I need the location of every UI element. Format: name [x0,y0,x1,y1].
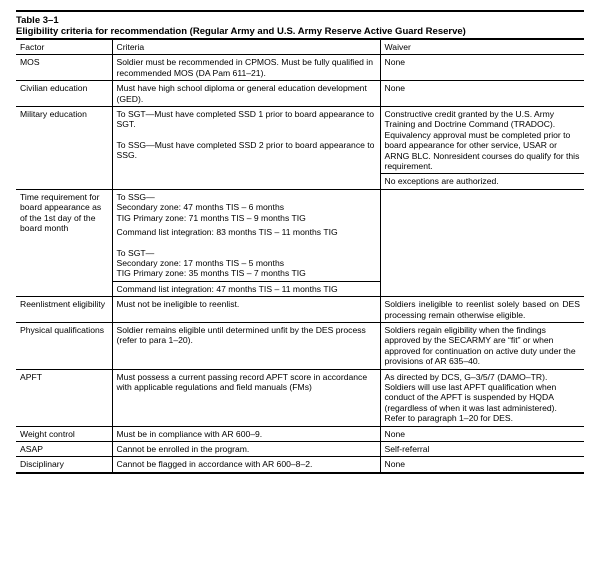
waiver-cell: Self-referral [380,442,584,457]
ssg-primary-zone: TIG Primary zone: 71 months TIS – 9 months TIG [116,212,306,223]
criteria-cell: Cannot be enrolled in the program. [112,442,380,457]
row-disciplinary [16,457,584,473]
factor-cell: Physical qualifications [16,322,112,369]
criteria-cell: Cannot be flagged in accordance with AR 600–8–2. [112,457,380,473]
criteria-cell: Must not be ineligible to reenlist. [112,297,380,323]
header-criteria: Criteria [112,39,380,55]
criteria-sgt: To SGT—Must have completed SSD 1 prior to board appearance to SGT. [116,109,374,130]
row-mos [16,55,584,81]
waiver-cell: None [380,81,584,107]
criteria-ssg: To SSG—Must have completed SSD 2 prior to board appearance to SSG. [116,139,375,161]
row-civilian-education [16,81,584,107]
factor-cell: Reenlistment eligibility [16,297,112,323]
table-title: Eligibility criteria for recommendation (Regular Army and U.S. Army Reserve Active Guard Reserve) [16,26,466,37]
ssg-secondary-zone: Secondary zone: 47 months TIS – 6 months [116,202,285,213]
criteria-cell: Must be in compliance with AR 600–9. [112,426,380,441]
factor-cell: Disciplinary [16,457,112,473]
header-factor: Factor [16,39,112,55]
criteria-cell: Soldier remains eligible until determined unfit by the DES process (refer to para 1–20). [112,322,380,369]
row-time-requirement [16,189,584,296]
table-number: Table 3–1 [16,15,59,26]
criteria-cell [112,107,380,190]
ssg-command-list: Command list integration: 83 months TIS – 11 months TIG [116,227,338,238]
header-waiver: Waiver [380,39,584,55]
waiver-cell: None [380,457,584,473]
factor-cell: MOS [16,55,112,81]
ssg-heading: To SSG— [116,191,155,202]
row-asap [16,442,584,457]
sgt-primary-zone: TIG Primary zone: 35 months TIS – 7 months TIG [116,268,306,279]
criteria-cell [112,189,380,296]
waiver-cell: Soldiers regain eligibility when the findings approved by the SECARMY are “fit” or when approved for continuation on active duty under the provisions of AR 635–40. [380,322,584,369]
waiver-no-exceptions: No exceptions are authorized. [381,173,585,188]
factor-cell: ASAP [16,442,112,457]
sgt-heading: To SGT— [116,247,155,258]
factor-cell: Military education [16,107,112,190]
row-military-education [16,107,584,190]
factor-cell: APFT [16,369,112,426]
eligibility-table [16,38,584,474]
factor-cell: Civilian education [16,81,112,107]
factor-cell: Time requirement for board appearance as of the 1st day of the board month [16,189,112,296]
table-container [16,10,584,474]
waiver-cell [380,107,584,190]
row-physical [16,322,584,369]
waiver-constructive-credit: Constructive credit granted by the U.S. Army Training and Doctrine Command (TRADOC). Equivalency approval must be completed prior to board appearance for other service, USAR or ARNG BLC. Nonresident courses do qualify for this requirement. [384,109,580,172]
waiver-cell: Soldiers ineligible to reenlist solely based on DES processing remain otherwise eligible. [380,297,584,323]
waiver-cell: As directed by DCS, G–3/5/7 (DAMO–TR). Soldiers will use last APFT qualification when conduct of the APFT is suspended by HQDA (regardless of when it was last administered). Refer to paragraph 1–20 for DES. [380,369,584,426]
sgt-command-list: Command list integration: 47 months TIS – 11 months TIG [113,281,380,296]
criteria-cell: Must have high school diploma or general education development (GED). [112,81,380,107]
waiver-cell [380,189,584,296]
sgt-secondary-zone: Secondary zone: 17 months TIS – 5 months [116,257,285,268]
criteria-cell: Must possess a current passing record APFT score in accordance with applicable regulations and field manuals (FMs) [112,369,380,426]
criteria-cell: Soldier must be recommended in CPMOS. Must be fully qualified in recommended MOS (DA Pam 611–21). [112,55,380,81]
row-apft [16,369,584,426]
ssg-zones [113,190,380,281]
row-reenlistment [16,297,584,323]
waiver-cell: None [380,55,584,81]
header-row [16,39,584,55]
row-weight-control [16,426,584,441]
waiver-cell: None [380,426,584,441]
factor-cell: Weight control [16,426,112,441]
